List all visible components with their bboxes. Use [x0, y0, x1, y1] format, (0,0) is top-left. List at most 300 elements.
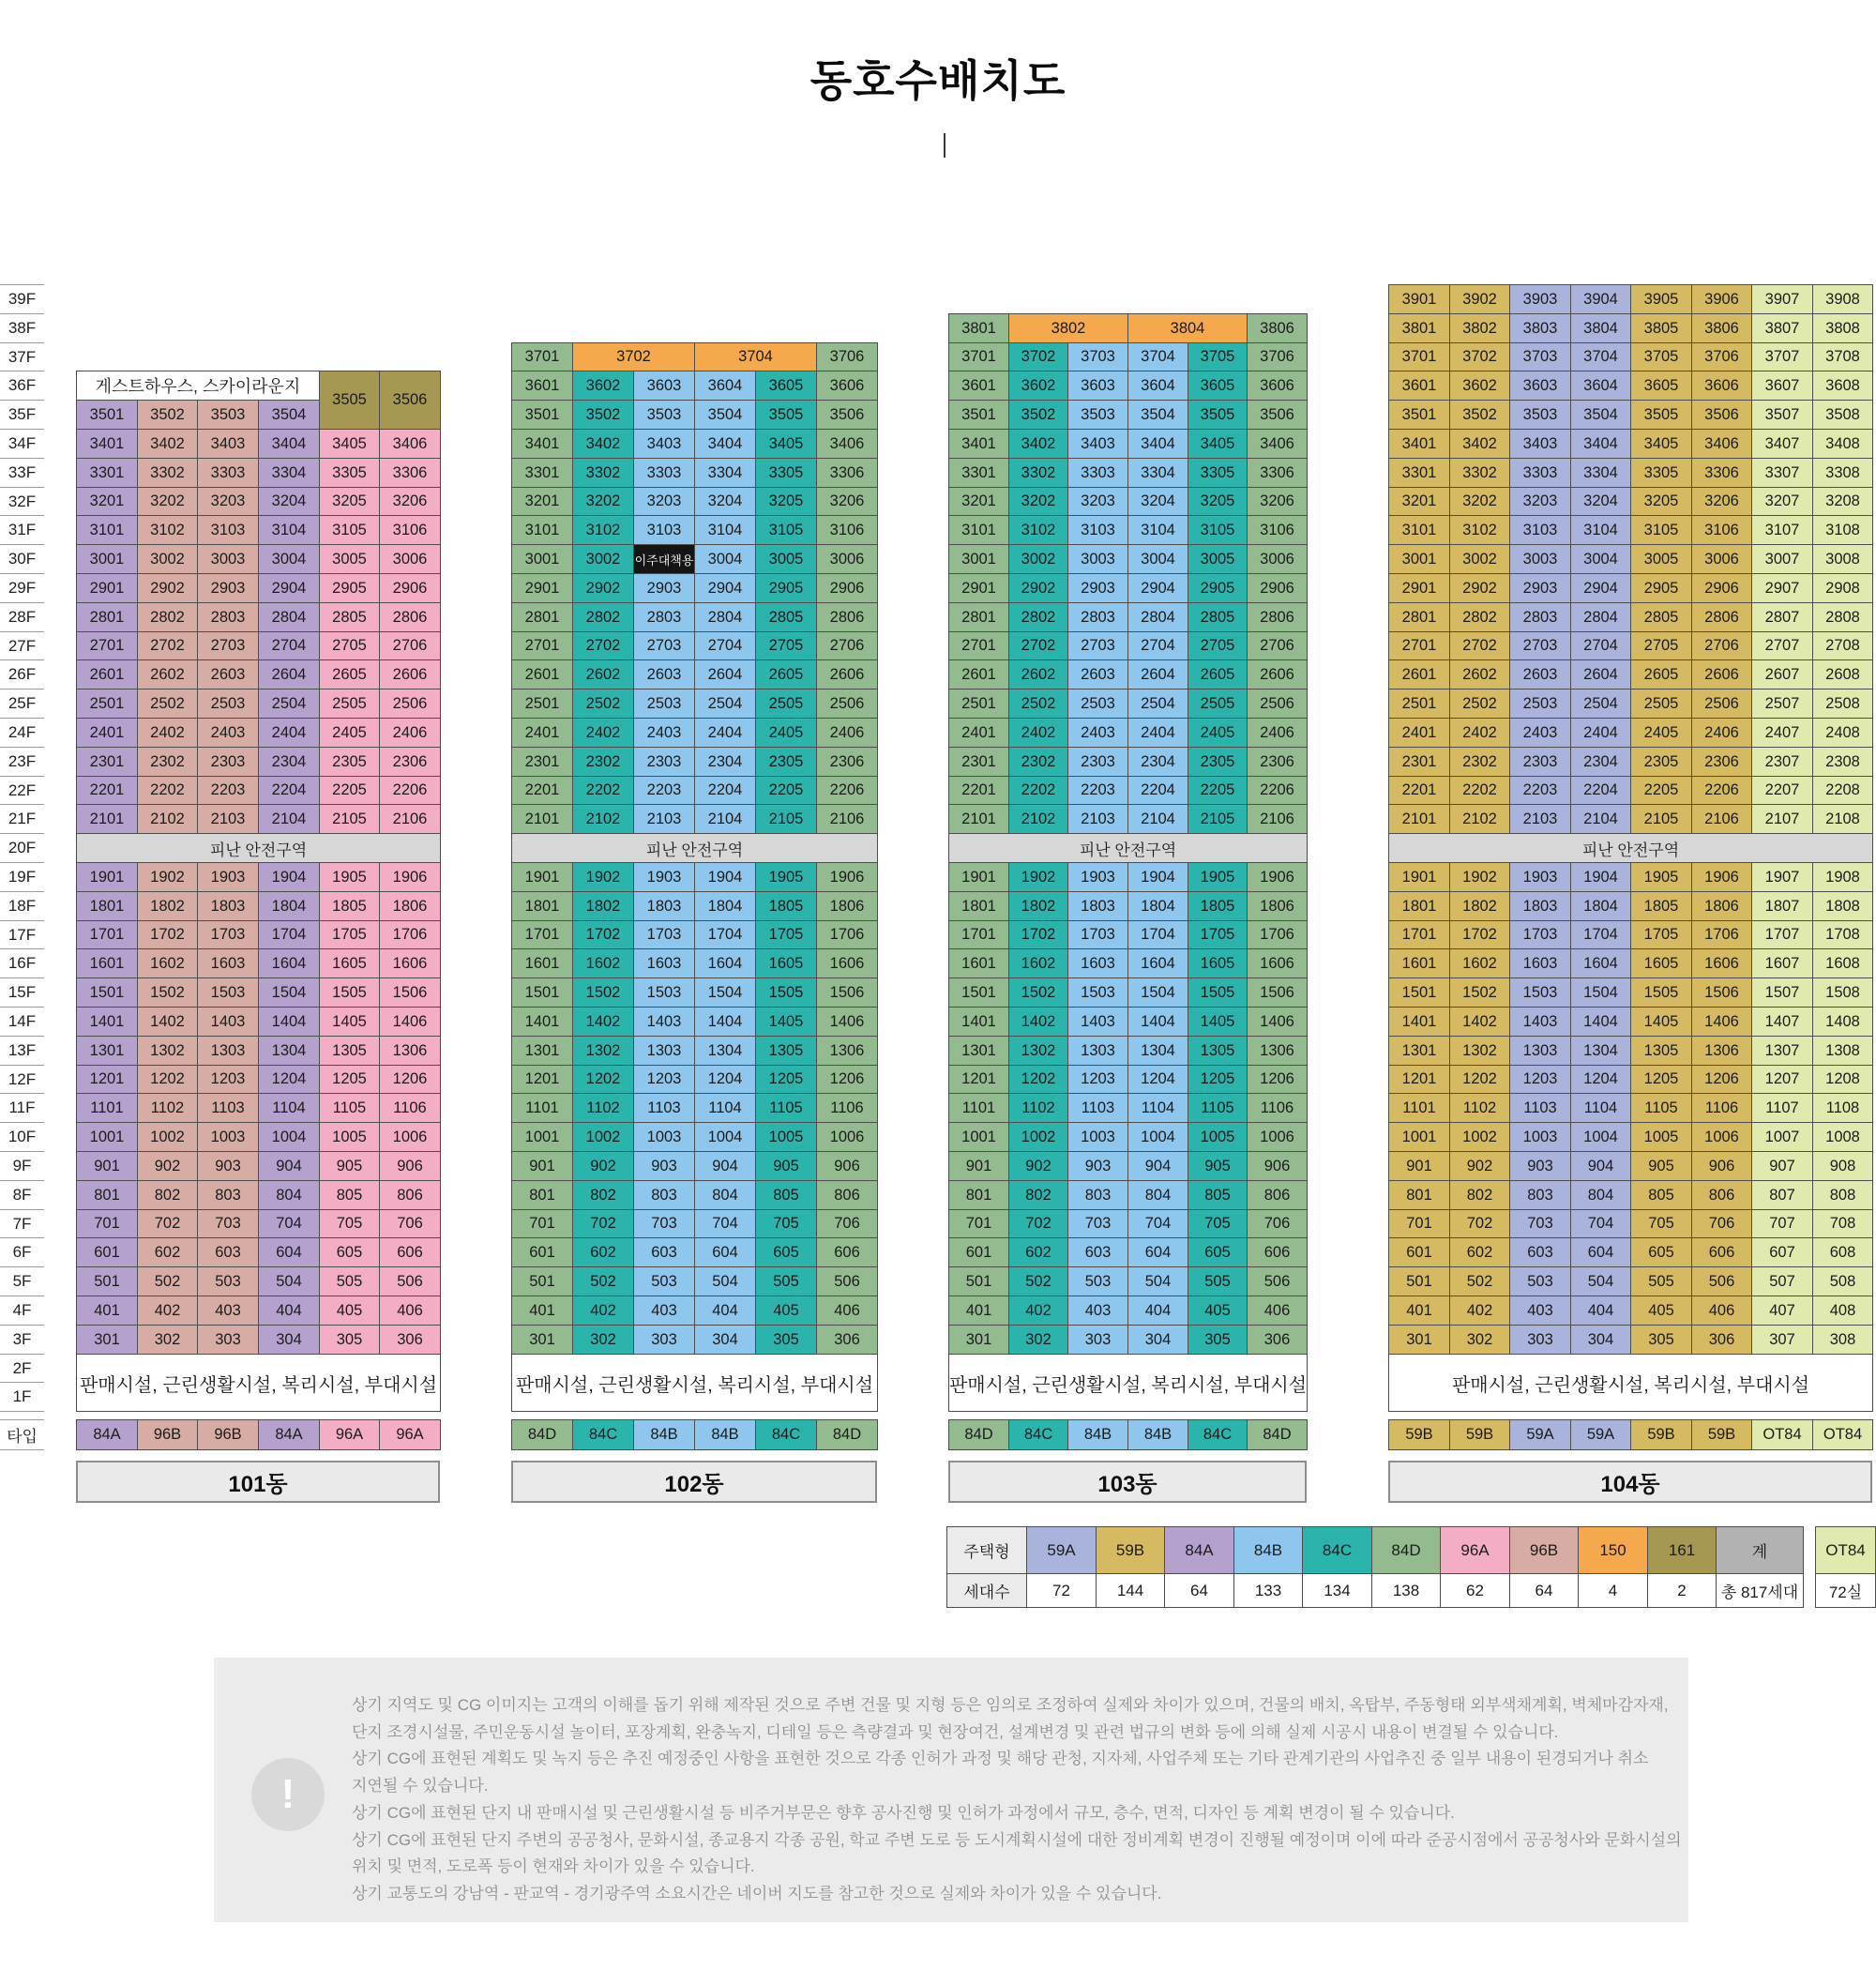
unit-cell: 802 — [1008, 1180, 1068, 1210]
unit-cell: 3402 — [1008, 429, 1068, 459]
unit-cell: 905 — [1630, 1151, 1692, 1181]
unit-cell: 3808 — [1812, 313, 1873, 343]
unit-cell: 1203 — [1509, 1065, 1571, 1094]
unit-cell: 2502 — [572, 689, 634, 719]
unit-cell: 3401 — [1388, 429, 1450, 459]
unit-cell: 2303 — [633, 747, 695, 777]
unit-cell: 3004 — [694, 544, 756, 574]
unit-cell: 703 — [1067, 1209, 1128, 1238]
unit-cell: 2701 — [511, 631, 573, 660]
legend-type-header: 주택형 — [946, 1526, 1027, 1574]
unit-cell: 1306 — [816, 1036, 878, 1066]
unit-cell: 3603 — [1509, 371, 1571, 401]
unit-cell: 2406 — [1691, 718, 1752, 748]
unit-cell: 3106 — [1691, 515, 1752, 545]
disclaimer-line: 단지 조경시설물, 주민운동시설 놀이터, 포장계획, 완충녹지, 디테일 등은 측량결과 및 현장여건, 설계변경 및 관련 법규의 변화 등에 의해 실제 시공시 내용이 변결될 수 있습니다. — [352, 1722, 1559, 1741]
type-cell: 96B — [137, 1419, 198, 1450]
unit-cell: 401 — [76, 1296, 138, 1326]
unit-cell: 1101 — [1388, 1093, 1450, 1123]
unit-cell: 3204 — [1570, 487, 1631, 516]
unit-cell: 606 — [1247, 1237, 1308, 1267]
unit-cell: 3206 — [816, 487, 878, 516]
floor-label: 15F — [8, 982, 37, 1001]
unit-cell: 3303 — [1509, 458, 1571, 488]
unit-cell: 1503 — [1509, 977, 1571, 1008]
unit-cell: 1803 — [1067, 891, 1128, 921]
unit-cell: 1204 — [1127, 1065, 1188, 1094]
unit-cell: 3302 — [137, 458, 198, 488]
unit-cell: 3902 — [1449, 284, 1510, 314]
unit-cell: 1504 — [694, 977, 756, 1008]
legend-ot-type-cell: OT84 — [1815, 1526, 1876, 1574]
unit-cell: 2503 — [633, 689, 695, 719]
unit-cell: 1204 — [1570, 1065, 1631, 1094]
unit-cell: 1805 — [1188, 891, 1248, 921]
unit-cell: 2603 — [197, 659, 259, 690]
unit-cell: 3002 — [1008, 544, 1068, 574]
unit-cell: 902 — [137, 1151, 198, 1181]
unit-cell: 3202 — [137, 487, 198, 516]
unit-cell: 1503 — [197, 977, 259, 1008]
unit-cell: 305 — [1630, 1325, 1692, 1355]
unit-cell: 3604 — [1127, 371, 1188, 401]
unit-cell: 3607 — [1751, 371, 1813, 401]
unit-cell: 1804 — [258, 891, 320, 921]
unit-cell: 2608 — [1812, 659, 1873, 690]
legend-type-cell: 96A — [1440, 1526, 1510, 1574]
unit-cell: 1001 — [76, 1122, 138, 1152]
unit-cell: 1202 — [572, 1065, 634, 1094]
unit-cell: 3506 — [379, 371, 441, 430]
unit-cell: 2605 — [755, 659, 817, 690]
unit-cell: 803 — [633, 1180, 695, 1210]
unit-cell: 1707 — [1751, 920, 1813, 949]
unit-cell: 2301 — [948, 747, 1009, 777]
unit-cell: 3206 — [1691, 487, 1752, 516]
unit-cell: 2206 — [1691, 776, 1752, 805]
unit-cell: 2708 — [1812, 631, 1873, 660]
unit-cell: 3306 — [1247, 458, 1308, 488]
type-cell: 59A — [1570, 1419, 1631, 1450]
unit-cell: 1401 — [948, 1007, 1009, 1037]
unit-cell: 1802 — [137, 891, 198, 921]
unit-cell: 1301 — [948, 1036, 1009, 1066]
unit-cell: 2107 — [1751, 804, 1813, 834]
unit-cell: 3102 — [572, 515, 634, 545]
unit-cell: 2902 — [137, 573, 198, 603]
unit-cell: 1305 — [1630, 1036, 1692, 1066]
unit-cell: 3002 — [1449, 544, 1510, 574]
unit-cell: 1105 — [755, 1093, 817, 1123]
unit-cell: 503 — [633, 1266, 695, 1296]
unit-cell: 2801 — [511, 602, 573, 632]
unit-cell: 2302 — [572, 747, 634, 777]
unit-cell: 601 — [1388, 1237, 1450, 1267]
unit-cell: 1708 — [1812, 920, 1873, 949]
unit-cell: 1601 — [511, 948, 573, 978]
unit-cell: 1202 — [1449, 1065, 1510, 1094]
unit-cell: 1302 — [137, 1036, 198, 1066]
unit-cell: 2906 — [816, 573, 878, 603]
unit-cell: 2904 — [1570, 573, 1631, 603]
type-cell: 84B — [1127, 1419, 1188, 1450]
unit-cell: 2205 — [755, 776, 817, 805]
unit-cell: 2305 — [1630, 747, 1692, 777]
unit-cell: 1102 — [137, 1093, 198, 1123]
unit-cell: 2902 — [572, 573, 634, 603]
unit-cell: 3003 — [1067, 544, 1128, 574]
unit-cell: 302 — [572, 1325, 634, 1355]
unit-cell: 2906 — [1247, 573, 1308, 603]
unit-cell: 1504 — [258, 977, 320, 1008]
unit-cell: 2703 — [633, 631, 695, 660]
unit-cell: 1602 — [137, 948, 198, 978]
unit-cell: 2706 — [816, 631, 878, 660]
unit-cell: 2301 — [511, 747, 573, 777]
unit-cell: 1803 — [197, 891, 259, 921]
unit-cell: 1701 — [76, 920, 138, 949]
unit-cell: 3102 — [137, 515, 198, 545]
unit-cell: 2806 — [379, 602, 441, 632]
unit-cell: 1305 — [319, 1036, 380, 1066]
unit-cell: 706 — [1247, 1209, 1308, 1238]
unit-cell: 3606 — [816, 371, 878, 401]
unit-cell: 3504 — [1570, 400, 1631, 430]
unit-cell: 2904 — [694, 573, 756, 603]
unit-cell: 2308 — [1812, 747, 1873, 777]
unit-cell: 2103 — [197, 804, 259, 834]
unit-cell: 3408 — [1812, 429, 1873, 459]
unit-cell: 502 — [1449, 1266, 1510, 1296]
floor-label: 7F — [12, 1214, 32, 1233]
unit-cell: 2807 — [1751, 602, 1813, 632]
unit-cell: 804 — [1127, 1180, 1188, 1210]
unit-cell: 3404 — [1127, 429, 1188, 459]
unit-cell: 402 — [1008, 1296, 1068, 1326]
unit-cell: 1102 — [572, 1093, 634, 1123]
unit-cell: 1106 — [1691, 1093, 1752, 1123]
unit-cell: 1108 — [1812, 1093, 1873, 1123]
unit-cell: 2903 — [1067, 573, 1128, 603]
unit-cell: 3802 — [1449, 313, 1510, 343]
unit-cell: 2401 — [76, 718, 138, 748]
unit-cell: 1905 — [319, 862, 380, 892]
unit-cell: 2204 — [694, 776, 756, 805]
unit-cell: 301 — [948, 1325, 1009, 1355]
floor-label: 10F — [8, 1127, 37, 1145]
unit-cell: 1004 — [694, 1122, 756, 1152]
unit-cell: 1502 — [137, 977, 198, 1008]
unit-cell: 3202 — [1008, 487, 1068, 516]
legend-type-cell: 150 — [1578, 1526, 1648, 1574]
unit-cell: 1803 — [633, 891, 695, 921]
unit-cell: 1604 — [694, 948, 756, 978]
unit-cell: 2704 — [1127, 631, 1188, 660]
unit-cell: 1507 — [1751, 977, 1813, 1008]
unit-cell: 3401 — [76, 429, 138, 459]
unit-cell: 1908 — [1812, 862, 1873, 892]
unit-cell: 1003 — [633, 1122, 695, 1152]
unit-cell: 1107 — [1751, 1093, 1813, 1123]
unit-cell: 3505 — [1188, 400, 1248, 430]
unit-cell: 801 — [76, 1180, 138, 1210]
unit-cell: 901 — [76, 1151, 138, 1181]
unit-cell: 2305 — [319, 747, 380, 777]
unit-cell: 2306 — [1691, 747, 1752, 777]
unit-cell: 3504 — [1127, 400, 1188, 430]
unit-cell: 3305 — [319, 458, 380, 488]
unit-cell: 2802 — [1449, 602, 1510, 632]
legend-count-cell: 2 — [1647, 1573, 1717, 1608]
unit-cell: 2806 — [816, 602, 878, 632]
unit-cell: 2306 — [379, 747, 441, 777]
unit-cell: 1704 — [1127, 920, 1188, 949]
unit-cell: 504 — [1570, 1266, 1631, 1296]
unit-cell: 3903 — [1509, 284, 1571, 314]
unit-cell: 1004 — [1127, 1122, 1188, 1152]
unit-cell: 1706 — [1691, 920, 1752, 949]
unit-cell: 2906 — [1691, 573, 1752, 603]
facility-cell: 판매시설, 근린생활시설, 복리시설, 부대시설 — [1388, 1354, 1873, 1412]
unit-cell: 1903 — [1067, 862, 1128, 892]
unit-cell: 3106 — [1247, 515, 1308, 545]
unit-cell: 2301 — [76, 747, 138, 777]
unit-cell: 3006 — [1691, 544, 1752, 574]
unit-cell: 1602 — [1008, 948, 1068, 978]
unit-cell: 1304 — [1570, 1036, 1631, 1066]
type-cell: OT84 — [1812, 1419, 1873, 1450]
title-divider-tick — [944, 133, 946, 158]
unit-cell: 701 — [511, 1209, 573, 1238]
unit-cell: 3205 — [1630, 487, 1692, 516]
unit-cell: 1401 — [1388, 1007, 1450, 1037]
unit-cell: 1001 — [1388, 1122, 1450, 1152]
legend-count-cell: 64 — [1164, 1573, 1234, 1608]
type-cell: 84C — [1188, 1419, 1248, 1450]
unit-cell: 1303 — [1067, 1036, 1128, 1066]
floor-label: 27F — [8, 636, 37, 655]
unit-cell: 3303 — [197, 458, 259, 488]
floor-label: 14F — [8, 1011, 37, 1030]
unit-cell: 906 — [816, 1151, 878, 1181]
unit-cell: 2903 — [197, 573, 259, 603]
unit-cell: 1105 — [1188, 1093, 1248, 1123]
unit-cell: 1106 — [816, 1093, 878, 1123]
unit-cell: 1901 — [948, 862, 1009, 892]
unit-cell: 2205 — [319, 776, 380, 805]
unit-cell: 1406 — [1691, 1007, 1752, 1037]
unit-cell: 2804 — [694, 602, 756, 632]
unit-cell: 406 — [1691, 1296, 1752, 1326]
unit-cell: 3701 — [1388, 342, 1450, 371]
unit-cell: 2905 — [755, 573, 817, 603]
unit-cell: 506 — [1691, 1266, 1752, 1296]
unit-cell: 1906 — [379, 862, 441, 892]
unit-cell: 3002 — [137, 544, 198, 574]
unit-cell: 2101 — [511, 804, 573, 834]
unit-cell: 2702 — [137, 631, 198, 660]
unit-cell: 1405 — [755, 1007, 817, 1037]
unit-cell: 306 — [379, 1325, 441, 1355]
unit-cell: 2908 — [1812, 573, 1873, 603]
unit-cell: 2502 — [1449, 689, 1510, 719]
unit-cell: 406 — [816, 1296, 878, 1326]
unit-cell: 3403 — [1509, 429, 1571, 459]
unit-cell: 2508 — [1812, 689, 1873, 719]
unit-cell: 607 — [1751, 1237, 1813, 1267]
unit-cell: 908 — [1812, 1151, 1873, 1181]
unit-cell: 2602 — [1449, 659, 1510, 690]
unit-cell: 2208 — [1812, 776, 1873, 805]
unit-cell: 705 — [319, 1209, 380, 1238]
unit-cell: 2404 — [694, 718, 756, 748]
unit-cell: 3104 — [1570, 515, 1631, 545]
unit-cell: 3105 — [1188, 515, 1248, 545]
unit-cell: 901 — [1388, 1151, 1450, 1181]
unit-cell: 2402 — [1449, 718, 1510, 748]
unit-cell: 503 — [1509, 1266, 1571, 1296]
unit-cell: 405 — [1630, 1296, 1692, 1326]
floor-label: 35F — [8, 404, 37, 423]
unit-cell: 3404 — [258, 429, 320, 459]
unit-cell: 2203 — [633, 776, 695, 805]
unit-cell: 401 — [511, 1296, 573, 1326]
unit-cell: 1606 — [379, 948, 441, 978]
unit-cell: 705 — [1630, 1209, 1692, 1238]
legend-count-cell: 134 — [1302, 1573, 1372, 1608]
unit-cell: 3404 — [694, 429, 756, 459]
unit-cell: 405 — [1188, 1296, 1248, 1326]
unit-cell: 1207 — [1751, 1065, 1813, 1094]
type-cell: 59B — [1691, 1419, 1752, 1450]
unit-cell: 2503 — [197, 689, 259, 719]
building-name: 101동 — [76, 1461, 440, 1503]
unit-cell: 1403 — [1067, 1007, 1128, 1037]
unit-cell: 1201 — [511, 1065, 573, 1094]
floor-label: 36F — [8, 375, 37, 394]
unit-cell: 3205 — [319, 487, 380, 516]
unit-cell: 2106 — [1247, 804, 1308, 834]
unit-cell: 1205 — [319, 1065, 380, 1094]
unit-cell: 1504 — [1570, 977, 1631, 1008]
unit-cell: 406 — [1247, 1296, 1308, 1326]
unit-cell: 1206 — [1247, 1065, 1308, 1094]
unit-cell: 3101 — [76, 515, 138, 545]
unit-cell: 2803 — [633, 602, 695, 632]
unit-cell: 2506 — [379, 689, 441, 719]
unit-cell: 501 — [1388, 1266, 1450, 1296]
unit-cell: 3702 — [1449, 342, 1510, 371]
unit-cell: 3801 — [1388, 313, 1450, 343]
unit-cell: 3707 — [1751, 342, 1813, 371]
unit-cell: 304 — [694, 1325, 756, 1355]
unit-cell: 1906 — [1691, 862, 1752, 892]
unit-cell: 802 — [1449, 1180, 1510, 1210]
unit-cell: 1706 — [1247, 920, 1308, 949]
unit-cell: 1308 — [1812, 1036, 1873, 1066]
unit-cell: 3705 — [1630, 342, 1692, 371]
unit-cell: 3804 — [1570, 313, 1631, 343]
unit-cell: 803 — [1067, 1180, 1128, 1210]
unit-cell: 3605 — [1630, 371, 1692, 401]
unit-cell: 1501 — [1388, 977, 1450, 1008]
unit-cell: 2302 — [1449, 747, 1510, 777]
unit-cell: 1902 — [572, 862, 634, 892]
unit-cell: 1702 — [1008, 920, 1068, 949]
unit-cell: 2202 — [1008, 776, 1068, 805]
unit-cell: 2905 — [319, 573, 380, 603]
unit-cell: 3405 — [319, 429, 380, 459]
unit-cell: 1703 — [1509, 920, 1571, 949]
unit-cell: 1506 — [816, 977, 878, 1008]
unit-cell: 1206 — [1691, 1065, 1752, 1094]
floor-label: 34F — [8, 433, 37, 452]
unit-cell: 1702 — [137, 920, 198, 949]
unit-cell: 2901 — [511, 573, 573, 603]
unit-cell: 3301 — [1388, 458, 1450, 488]
unit-cell: 2405 — [1188, 718, 1248, 748]
unit-cell: 706 — [379, 1209, 441, 1238]
unit-cell: 604 — [694, 1237, 756, 1267]
unit-cell: 502 — [1008, 1266, 1068, 1296]
unit-cell: 402 — [1449, 1296, 1510, 1326]
unit-cell: 1801 — [1388, 891, 1450, 921]
unit-cell: 1101 — [511, 1093, 573, 1123]
unit-cell: 3503 — [197, 400, 259, 430]
unit-cell: 1803 — [1509, 891, 1571, 921]
unit-cell: 1801 — [511, 891, 573, 921]
unit-cell: 3505 — [319, 371, 380, 430]
unit-cell: 1601 — [76, 948, 138, 978]
unit-cell: 2905 — [1630, 573, 1692, 603]
unit-cell: 2207 — [1751, 776, 1813, 805]
unit-cell: 407 — [1751, 1296, 1813, 1326]
unit-cell: 903 — [197, 1151, 259, 1181]
unit-cell: 1806 — [816, 891, 878, 921]
legend-type-cell: 161 — [1647, 1526, 1717, 1574]
unit-cell: 3601 — [511, 371, 573, 401]
unit-cell: 3001 — [511, 544, 573, 574]
unit-cell: 3103 — [633, 515, 695, 545]
unit-cell: 3608 — [1812, 371, 1873, 401]
unit-cell: 1303 — [633, 1036, 695, 1066]
unit-cell: 3506 — [1247, 400, 1308, 430]
unit-cell: 902 — [572, 1151, 634, 1181]
unit-cell: 2801 — [1388, 602, 1450, 632]
unit-cell: 1906 — [1247, 862, 1308, 892]
unit-cell: 1001 — [948, 1122, 1009, 1152]
unit-cell: 608 — [1812, 1237, 1873, 1267]
type-cell: 84A — [258, 1419, 320, 1450]
refuge-zone-cell: 피난 안전구역 — [511, 833, 878, 863]
unit-cell: 1007 — [1751, 1122, 1813, 1152]
floor-label: 4F — [12, 1300, 32, 1319]
unit-cell: 3501 — [511, 400, 573, 430]
floor-label: 31F — [8, 520, 37, 538]
unit-cell: 2403 — [1509, 718, 1571, 748]
unit-cell: 2402 — [137, 718, 198, 748]
unit-cell: 2906 — [379, 573, 441, 603]
unit-cell: 3004 — [1127, 544, 1188, 574]
unit-cell: 3202 — [572, 487, 634, 516]
unit-cell: 1102 — [1449, 1093, 1510, 1123]
unit-cell: 2205 — [1630, 776, 1692, 805]
unit-cell: 704 — [694, 1209, 756, 1238]
building-name: 104동 — [1388, 1461, 1872, 1503]
unit-cell: 1304 — [694, 1036, 756, 1066]
unit-cell: 905 — [319, 1151, 380, 1181]
unit-cell: 2206 — [816, 776, 878, 805]
